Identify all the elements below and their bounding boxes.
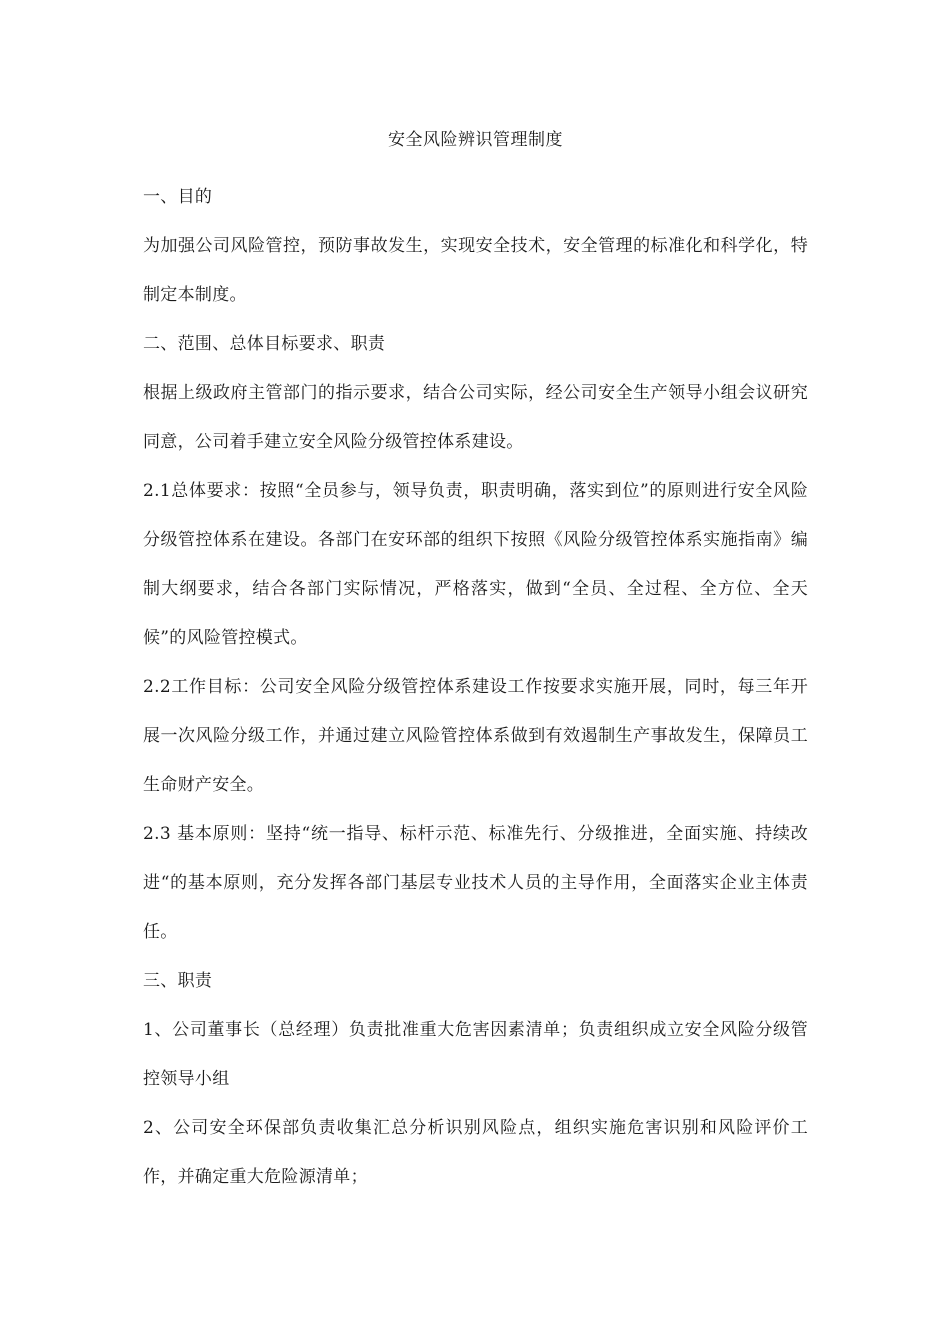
document-title: 安全风险辨识管理制度 xyxy=(388,130,563,150)
document-body xyxy=(143,124,808,1202)
paragraph-work-objectives: 2.2工作目标：公司安全风险分级管控体系建设工作按要求实施开展，同时，每三年开展一次风险分级工作，并通过建立风险管控体系做到有效遏制生产事故发生，保障员工生命财产安全。 xyxy=(143,677,808,795)
paragraph-overall-requirements: 2.1总体要求：按照“全员参与，领导负责，职责明确，落实到位”的原则进行安全风险分级管控体系在建设。各部门在安环部的组织下按照《风险分级管控体系实施指南》编制大纲要求，结合各部门实际情况，严格落实，做到“全员、全过程、全方位、全天候”的风险管控模式。 xyxy=(143,481,808,648)
paragraph-duty-chairman: 1、公司董事长（总经理）负责批准重大危害因素清单；负责组织成立安全风险分级管控领导小组 xyxy=(143,1020,808,1089)
paragraph-duty-safety-dept: 2、公司安全环保部负责收集汇总分析识别风险点，组织实施危害识别和风险评价工作，并确定重大危险源清单； xyxy=(143,1118,808,1187)
section-heading-purpose: 一、目的 xyxy=(143,187,213,207)
section-heading-duties: 三、职责 xyxy=(143,971,213,991)
paragraph-purpose: 为加强公司风险管控，预防事故发生，实现安全技术，安全管理的标准化和科学化，特制定本制度。 xyxy=(143,236,808,305)
paragraph-basic-principles: 2.3 基本原则：坚持“统一指导、标杆示范、标准先行、分级推进，全面实施、持续改进“的基本原则，充分发挥各部门基层专业技术人员的主导作用，全面落实企业主体责任。 xyxy=(143,824,808,942)
paragraph-scope-intro: 根据上级政府主管部门的指示要求，结合公司实际，经公司安全生产领导小组会议研究同意，公司着手建立安全风险分级管控体系建设。 xyxy=(143,383,808,452)
section-heading-scope: 二、范围、总体目标要求、职责 xyxy=(143,334,386,354)
